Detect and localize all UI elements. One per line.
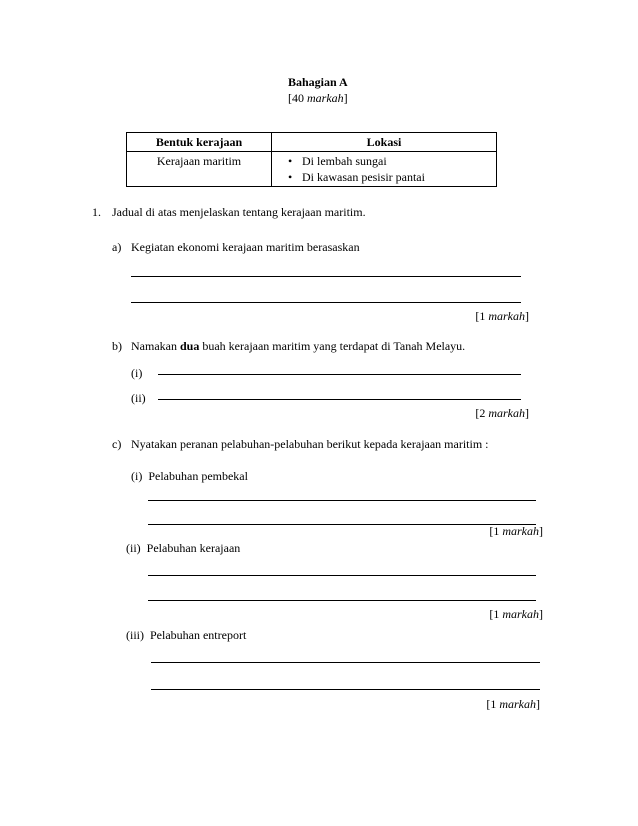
section-total-marks: [40 markah] [288,91,348,105]
part-c-subitem-ii: (ii) Pelabuhan kerajaan [126,541,241,555]
part-a-text: Kegiatan ekonomi kerajaan maritim berasaskan [131,240,360,254]
answer-line[interactable] [148,600,536,601]
part-a-marks: [1 markah] [475,309,529,323]
part-c-i-marks: [1 markah] [489,524,543,538]
table-row [127,152,497,187]
location-item: • Di lembah sungai [292,153,490,169]
part-a-label: a) [112,240,122,254]
answer-line[interactable] [148,524,536,525]
location-list [278,153,490,185]
table-header-row [127,133,497,152]
answer-line[interactable] [151,662,540,663]
location-item: • Di kawasan pesisir pantai [292,169,490,185]
part-c-text: Nyatakan peranan pelabuhan-pelabuhan berikut kepada kerajaan maritim : [131,437,489,451]
question-text: Jadual di atas menjelaskan tentang kerajaan maritim. [112,205,366,219]
table-cell-lokasi [272,152,497,187]
answer-line[interactable] [131,276,521,277]
table-header-lokasi: Lokasi [272,133,497,152]
table-header-bentuk: Bentuk kerajaan [127,133,272,152]
section-title: Bahagian A [288,75,348,89]
answer-line[interactable] [151,689,540,690]
part-b-item-i: (i) [131,366,143,380]
part-c-label: c) [112,437,122,451]
part-c-subitem-iii: (iii) Pelabuhan entreport [126,628,247,642]
table-cell-bentuk: Kerajaan maritim [127,152,272,187]
part-c-ii-marks: [1 markah] [489,607,543,621]
part-b-item-ii: (ii) [131,391,146,405]
answer-line[interactable] [148,500,536,501]
info-table [126,132,497,187]
part-c-subitem-i: (i) Pelabuhan pembekal [131,469,248,483]
part-b-marks: [2 markah] [475,406,529,420]
question-number: 1. [92,205,101,219]
part-c-iii-marks: [1 markah] [486,697,540,711]
answer-line[interactable] [158,399,521,400]
answer-line[interactable] [158,374,521,375]
part-b-label: b) [112,339,122,353]
part-b-text: Namakan dua buah kerajaan maritim yang terdapat di Tanah Melayu. [131,339,466,353]
answer-line[interactable] [148,575,536,576]
answer-line[interactable] [131,302,521,303]
